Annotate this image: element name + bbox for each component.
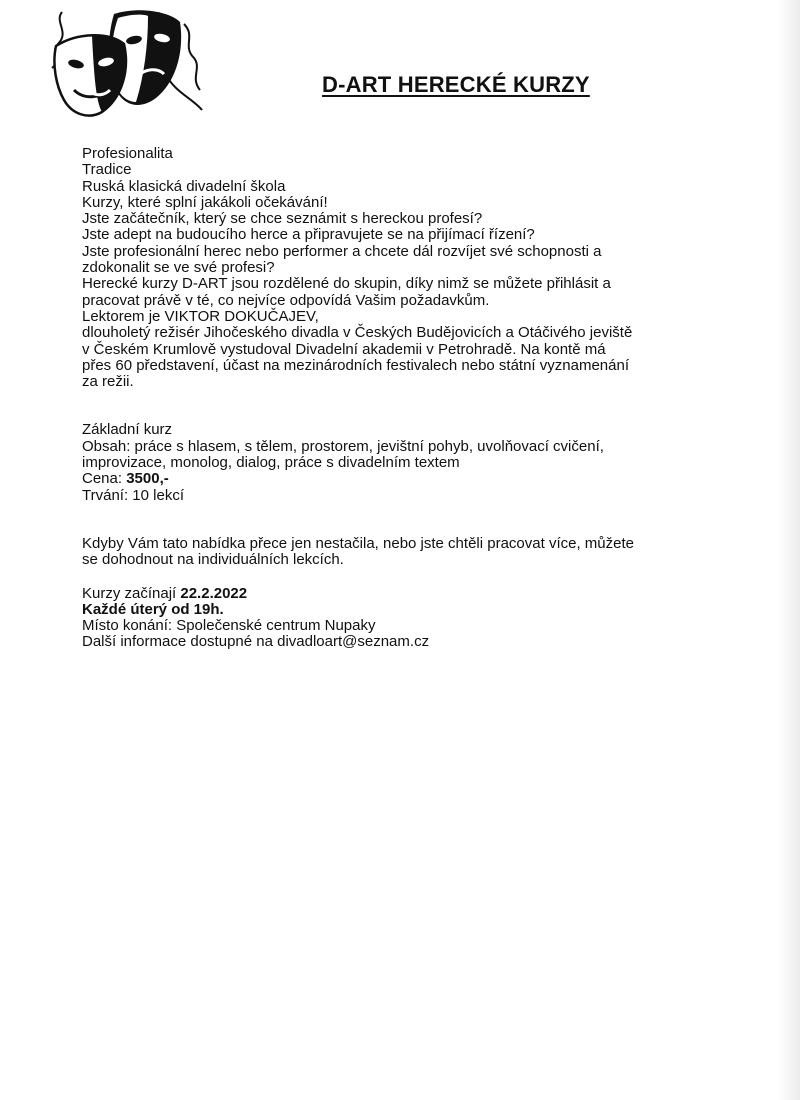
intro-line: v Českém Krumlově vystudoval Divadelní akademii v Petrohradě. Na kontě má (82, 340, 606, 358)
course-content: Obsah: práce s hlasem, s tělem, prostorem, jevištní pohyb, uvolňovací cvičení, (82, 437, 604, 455)
intro-line: zdokonalit se ve své profesi? (82, 259, 275, 277)
intro-line: Herecké kurzy D-ART jsou rozdělené do skupin, díky nimž se můžete přihlásit a (82, 275, 611, 293)
start-label: Kurzy začínají (82, 584, 181, 602)
intro-line: Profesionalita (82, 145, 173, 162)
course-price (82, 471, 642, 487)
intro-line: Jste adept na budoucího herce a připravujete se na přijímací řízení? (82, 226, 535, 244)
intro-line: pracovat právě v té, co nejvíce odpovídá Vašim požadavkům. (82, 291, 490, 309)
intro-line: Jste profesionální herec nebo performer a chcete dál rozvíjet své schopnosti a (82, 242, 602, 260)
intro-line: Tradice (82, 161, 132, 179)
weekly-schedule (82, 602, 642, 618)
intro-line: Kurzy, které splní jakákoli očekávání! (82, 193, 328, 211)
start-date: 22.2.2022 (180, 584, 248, 602)
document-body (82, 146, 642, 651)
schedule-section (82, 586, 642, 651)
scan-edge (778, 0, 800, 1100)
spacer (82, 569, 642, 586)
page-title: D-ART HERECKÉ KURZY (322, 72, 590, 97)
intro-line: přes 60 představení, účast na mezinárodních festivalech nebo státní vyznamenání (82, 356, 629, 374)
intro-line: za režii. (82, 373, 134, 391)
individual-line: se dohodnout na individuálních lekcích. (82, 551, 344, 569)
price-label: Cena: (82, 470, 127, 488)
contact-info: Další informace dostupné na divadloart@seznam.cz (82, 633, 430, 651)
venue: Místo konání: Společenské centrum Nupaky (82, 617, 376, 635)
spacer (82, 390, 642, 422)
course-section (82, 422, 642, 503)
intro-line: Ruská klasická divadelní škola (82, 177, 286, 195)
price-value: 3500,- (126, 470, 169, 488)
intro-section (82, 146, 642, 390)
individual-line: Kdyby Vám tato nabídka přece jen nestačila, nebo jste chtěli pracovat více, můžete (82, 534, 634, 552)
course-duration: Trvání: 10 lekcí (82, 486, 184, 504)
intro-line: Lektorem je VIKTOR DOKUČAJEV, (82, 307, 319, 325)
weekly-schedule-text: Každé úterý od 19h. (82, 600, 224, 618)
intro-line: Jste začátečník, který se chce seznámit s hereckou profesí? (82, 210, 483, 228)
start-date-line (82, 586, 642, 602)
theatre-masks-icon (44, 6, 206, 124)
course-name: Základní kurz (82, 421, 173, 439)
intro-line: dlouholetý režisér Jihočeského divadla v Českých Budějovicích a Otáčivého jeviště (82, 324, 633, 342)
individual-section (82, 536, 642, 569)
course-content: improvizace, monolog, dialog, práce s divadelním textem (82, 454, 460, 472)
spacer (82, 504, 642, 536)
